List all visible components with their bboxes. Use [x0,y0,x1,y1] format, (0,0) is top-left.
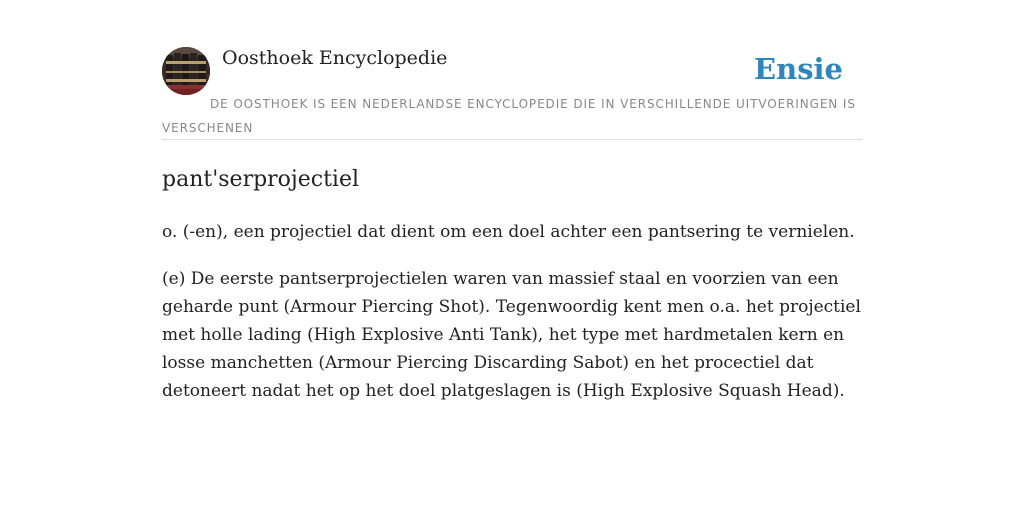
entry-title: pant'serprojectiel [162,167,360,192]
entry-definition: o. (-en), een projectiel dat dient om een doel achter een pantsering te vernielen. [162,222,855,242]
site-title[interactable]: Oosthoek Encyclopedie [222,47,448,69]
site-tagline: DE OOSTHOEK IS EEN NEDERLANDSE ENCYCLOPEDIE DIE IN VERSCHILLENDE UITVOERINGEN IS VERSCHENEN [162,97,856,135]
site-header [162,46,862,140]
page-container [162,46,862,424]
brand-logo[interactable]: Ensie [754,52,843,86]
encyclopedia-books-icon[interactable] [162,47,210,95]
entry-explanation: (e) De eerste pantserprojectielen waren van massief staal en voorzien van een geharde punt (Armour Piercing Shot). Tegenwoordig kent men o.a. het projectiel met holle lading (High Explosive Anti Tank), het type met hardmetalen kern en losse manchetten (Armour Piercing Discarding Sabot) en het procectiel dat detoneert nadat het op het doel platgeslagen is (High Explosive Squash Head). [162,269,861,401]
entry-content [162,140,862,405]
